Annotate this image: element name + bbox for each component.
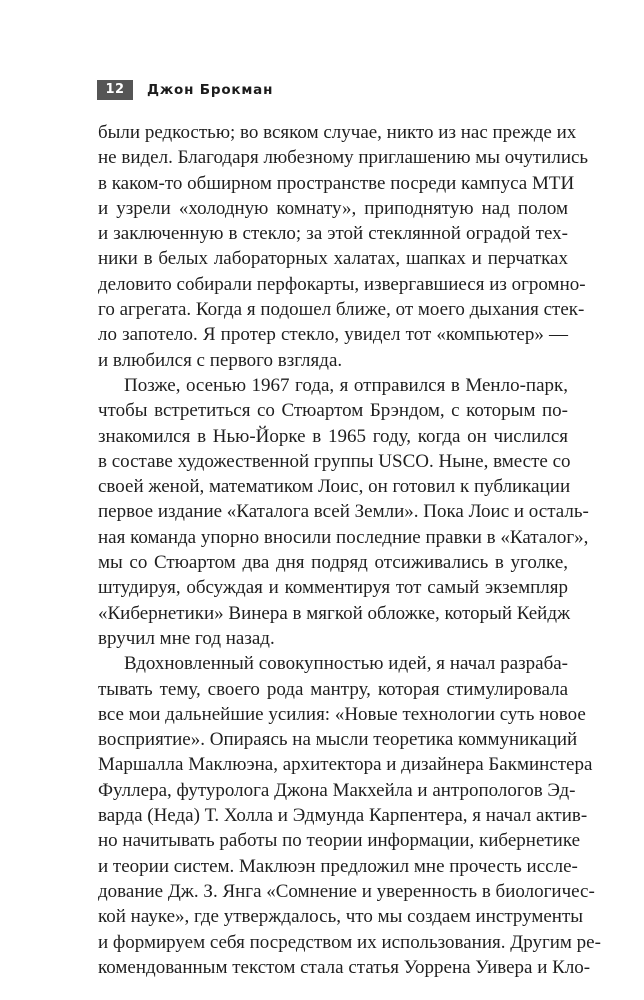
page-header (97, 80, 273, 100)
text-line: ники в белых лабораторных халатах, шапках и перчатках (98, 248, 568, 270)
text-line: чтобы встретиться со Стюартом Брэндом, с которым по- (98, 400, 568, 422)
text-line: в каком-то обширном пространстве посреди кампуса МТИ (98, 172, 575, 194)
text-line: вручил мне год назад. (98, 627, 275, 649)
text-line: ло запотело. Я протер стекло, увидел тот «компьютер» — (98, 324, 568, 346)
text-line: и влюбился с первого взгляда. (98, 349, 343, 371)
text-line: были редкостью; во всяком случае, никто из нас прежде их (98, 122, 577, 143)
text-line: Вдохновленный совокупностью идей, я начал разраба- (124, 653, 568, 675)
text-line: и формируем себя посредством их использования. Другим ре- (98, 931, 601, 953)
text-line: первое издание «Каталога всей Земли». Пока Лоис и осталь- (98, 501, 589, 523)
text-line: кой науке», где утверждалось, что мы создаем инструменты (98, 906, 584, 928)
text-line: тывать тему, своего рода мантру, которая стимулировала (98, 678, 568, 700)
paragraph (98, 373, 589, 651)
text-line: но начитывать работы по теории информации, кибернетике (98, 830, 581, 852)
text-line: «Кибернетики» Винера в мягкой обложке, который Кейдж (98, 602, 571, 624)
running-head: Джон Брокман (147, 82, 274, 98)
text-line: и узрели «холодную комнату», приподнятую над полом (98, 197, 568, 219)
text-line: восприятие». Опираясь на мысли теоретика коммуникаций (98, 729, 578, 751)
text-line: Позже, осенью 1967 года, я отправился в Менло-парк, (124, 374, 568, 396)
text-line: мы со Стюартом два дня подряд отсиживались в уголке, (98, 552, 568, 574)
paragraph (98, 651, 601, 980)
text-line: Маршалла Маклюэна, архитектора и дизайнера Бакминстера (98, 754, 593, 776)
text-line: деловито собирали перфокарты, извергавшиеся из огромно- (98, 273, 586, 295)
text-line: штудируя, обсуждая и комментируя тот самый экземпляр (98, 577, 568, 599)
text-line: в составе художественной группы USCO. Ныне, вместе со (98, 450, 571, 472)
text-line: Фуллера, футуролога Джона Макхейла и антропологов Эд- (98, 779, 576, 801)
text-line: комендованным текстом стала статья Уоррена Уивера и Кло- (98, 956, 591, 978)
text-line: и заключенную в стекло; за этой стеклянной оградой тех- (98, 223, 568, 245)
text-line: и теории систем. Маклюэн предложил мне прочесть иссле- (98, 855, 578, 877)
text-line: варда (Неда) Т. Холла и Эдмунда Карпентера, я начал актив- (98, 805, 588, 827)
text-line: дование Дж. З. Янга «Сомнение и уверенность в биологичес- (98, 880, 595, 902)
text-line: не видел. Благодаря любезному приглашению мы очутились (98, 147, 589, 169)
text-line: го агрегата. Когда я подошел ближе, от моего дыхания стек- (98, 299, 585, 321)
text-line: ная команда упорно вносили последние правки в «Каталог», (98, 526, 589, 548)
page-number: 12 (97, 80, 133, 100)
paragraph (98, 120, 589, 373)
text-line: своей женой, математиком Лоис, он готовил к публикации (98, 476, 571, 498)
text-line: все мои дальнейшие усилия: «Новые технологии суть новое (98, 703, 586, 725)
body-text (98, 120, 601, 980)
text-line: знакомился в Нью-Йорке в 1965 году, когда он числился (98, 425, 568, 447)
